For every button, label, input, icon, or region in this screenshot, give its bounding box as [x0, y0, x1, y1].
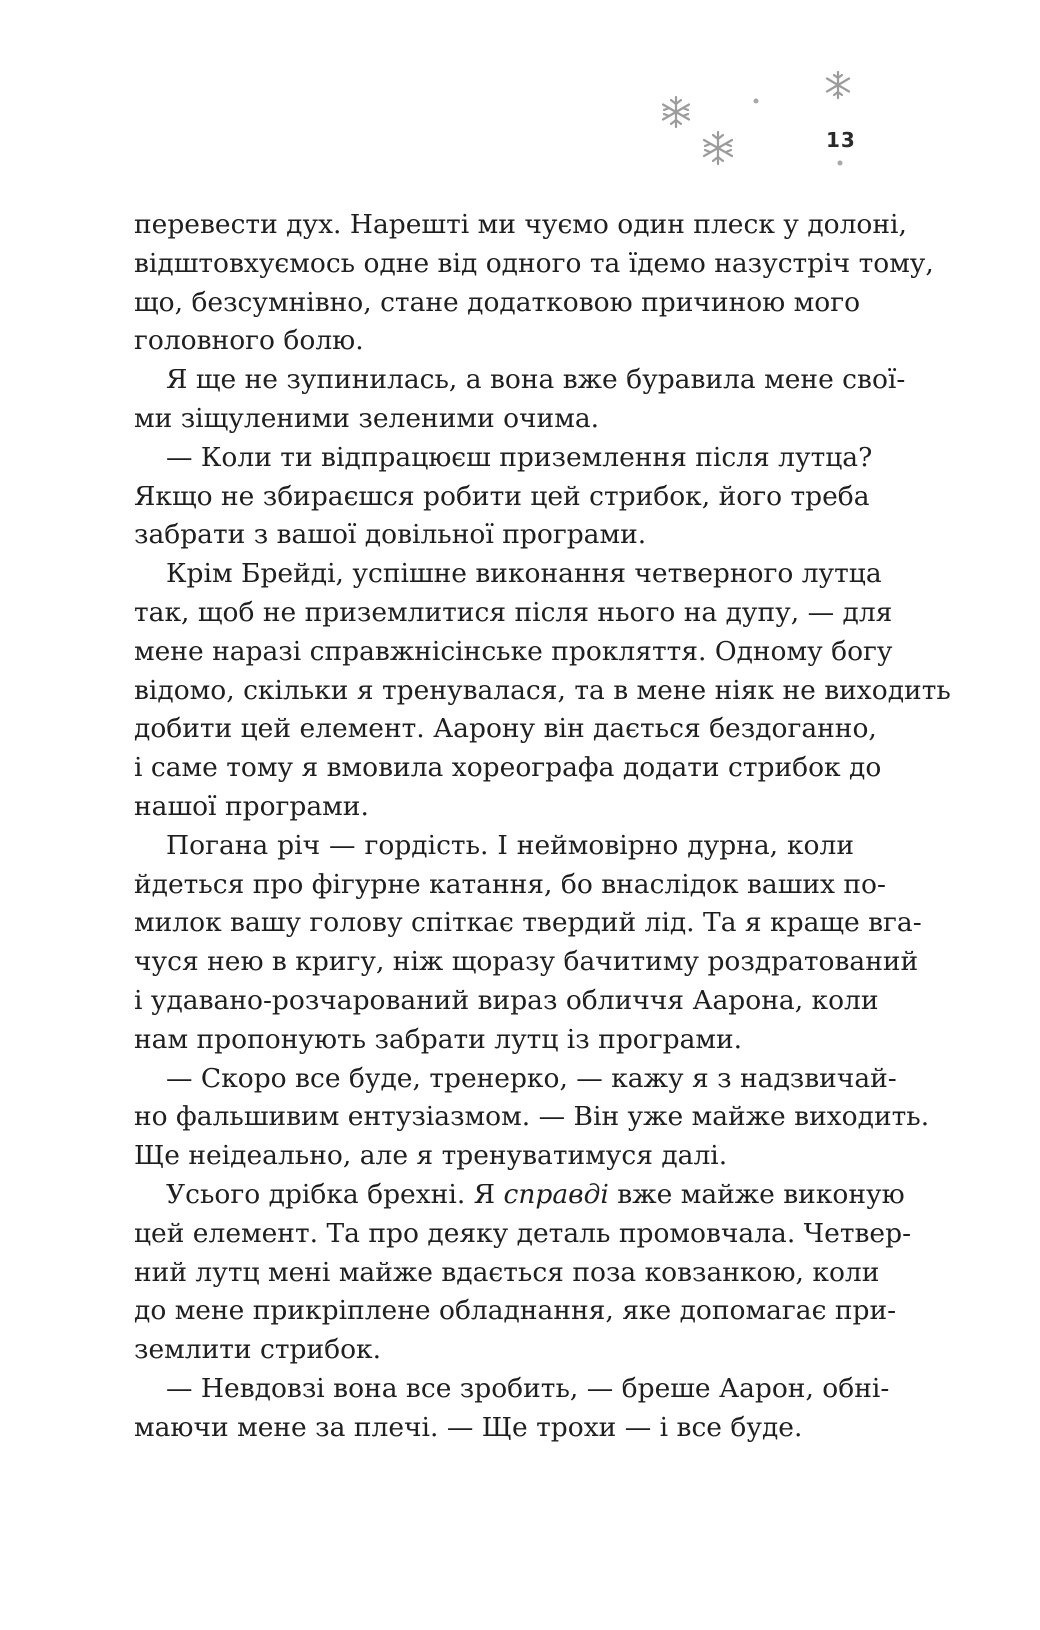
text-line: що, безсумнівно, стане додатковою причиною мого [134, 286, 861, 318]
text-line: милок вашу голову спіткає твердий лід. Та я краще вга- [134, 907, 922, 939]
text-line: йдеться про фігурне катання, бо внаслідок ваших по- [134, 868, 886, 900]
text-line: нам пропонують забрати лутц із програми. [134, 1023, 743, 1055]
text-line [134, 1176, 905, 1215]
text-line: перевести дух. Нарешті ми чуємо один плеск у долоні, [134, 209, 907, 240]
snowflake-icon [704, 132, 732, 164]
text-line: Якщо не збираєшся робити цей стрибок, його треба [134, 480, 870, 512]
snowflake-decoration [0, 0, 1040, 220]
text-line: ми зіщуленими зеленими очима. [134, 402, 600, 434]
text-line: Крім Брейді, успішне виконання четверного лутца [166, 558, 882, 590]
text-line: головного болю. [134, 325, 364, 357]
text-line: чуся нею в кригу, ніж щоразу бачитиму роздратований [134, 946, 919, 978]
dot-icon [754, 99, 759, 104]
text-line: Я ще не зупинилась, а вона вже буравила мене свої- [166, 364, 906, 396]
text-segment: Усього дрібка брехні. Я [166, 1178, 504, 1210]
emphasis-text: справді [503, 1178, 609, 1210]
text-line: забрати з вашої довільної програми. [134, 519, 647, 551]
text-line: — Невдовзі вона все зробить, — бреше Аарон, обні- [166, 1372, 890, 1404]
text-line: — Скоро все буде, тренерко, — кажу я з надзвичай- [166, 1062, 897, 1094]
dot-icon [838, 161, 843, 166]
text-line: маючи мене за плечі. — Ще трохи — і все буде. [134, 1411, 803, 1443]
text-line: мене наразі справжнісінське прокляття. Одному богу [134, 635, 893, 667]
text-line: відштовхуємось одне від одного та їдемо назустріч тому, [134, 247, 934, 279]
text-line: так, щоб не приземлитися після нього на дупу, — для [134, 596, 893, 628]
text-line: відомо, скільки я тренувалася, та в мене ніяк не виходить [134, 674, 951, 706]
page-text [134, 206, 951, 1448]
text-line: землити стрибок. [134, 1334, 382, 1366]
snowflake-icon [663, 97, 689, 127]
text-line: Погана річ — гордість. І неймовірно дурна, коли [166, 829, 854, 861]
text-line: і удавано-розчарований вираз обличчя Аарона, коли [134, 984, 879, 1016]
text-line: но фальшивим ентузіазмом. — Він уже майже виходить. [134, 1101, 930, 1133]
text-segment: вже майже виконую [608, 1178, 905, 1210]
text-line: нашої програми. [134, 790, 369, 822]
snowflake-icon [827, 72, 849, 98]
text-line: Ще неідеально, але я тренуватимуся далі. [134, 1140, 728, 1172]
text-line: до мене прикріплене обладнання, яке допомагає при- [134, 1295, 897, 1327]
text-line: ний лутц мені майже вдається поза ковзанкою, коли [134, 1256, 880, 1288]
text-line: — Коли ти відпрацюєш приземлення після лутца? [166, 441, 873, 473]
text-line: цей елемент. Та про деяку деталь промовчала. Четвер- [134, 1217, 912, 1249]
text-line: і саме тому я вмовила хореографа додати стрибок до [134, 752, 882, 784]
page-number: 13 [826, 128, 856, 152]
text-line: добити цей елемент. Аарону він дається бездоганно, [134, 713, 877, 745]
